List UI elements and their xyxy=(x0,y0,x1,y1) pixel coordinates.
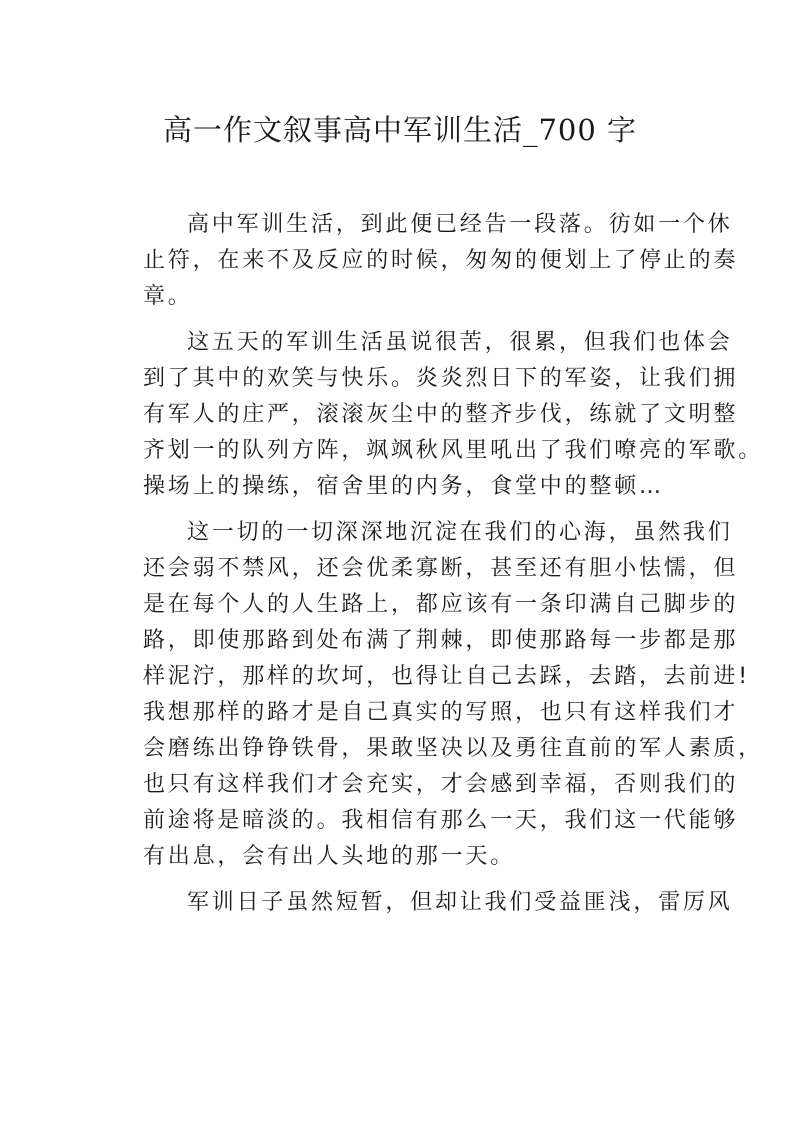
paragraph-line: 这五天的军训生活虽说很苦，很累，但我们也体会 xyxy=(187,330,733,355)
document-body xyxy=(143,207,764,921)
paragraph-line: 前途将是暗淡的。我相信有那么一天，我们这一代能够 xyxy=(143,808,739,833)
paragraph-line: 我想那样的路才是自己真实的写照，也只有这样我们才 xyxy=(143,700,739,725)
paragraph-line: 样泥泞，那样的坎坷，也得让自己去踩，去踏，去前进! xyxy=(143,664,750,689)
paragraph-line: 是在每个人的人生路上，都应该有一条印满自己脚步的 xyxy=(143,592,739,617)
document-title: 高一作文叙事高中军训生活_700 字 xyxy=(162,113,638,147)
paragraph-line: 到了其中的欢笑与快乐。炎炎烈日下的军姿，让我们拥 xyxy=(143,366,739,391)
paragraph-line: 还会弱不禁风，还会优柔寡断，甚至还有胆小怯懦，但 xyxy=(143,556,739,581)
paragraph-line: 高中军训生活，到此便已经告一段落。彷如一个休 xyxy=(187,212,733,237)
paragraph-line: 操场上的操练，宿舍里的内务，食堂中的整顿… xyxy=(143,474,664,499)
paragraph-line: 这一切的一切深深地沉淀在我们的心海，虽然我们 xyxy=(187,520,733,545)
paragraph-line: 路，即使那路到处布满了荆棘，即使那路每一步都是那 xyxy=(143,628,739,653)
paragraph-line: 有军人的庄严，滚滚灰尘中的整齐步伐，练就了文明整 xyxy=(143,402,739,427)
paragraph-line: 止符，在来不及反应的时候，匆匆的便划上了停止的奏 xyxy=(143,248,739,273)
paragraph-line: 军训日子虽然短暂，但却让我们受益匪浅，雷厉风 xyxy=(187,890,733,915)
paragraph-line: 也只有这样我们才会充实，才会感到幸福，否则我们的 xyxy=(143,772,739,797)
paragraph-line: 会磨练出铮铮铁骨，果敢坚决以及勇往直前的军人素质， xyxy=(143,736,764,761)
paragraph-line: 有出息，会有出人头地的那一天。 xyxy=(143,844,516,869)
paragraph-line: 章。 xyxy=(143,284,193,309)
paragraph-line: 齐划一的队列方阵，飒飒秋风里吼出了我们嘹亮的军歌。 xyxy=(143,438,764,463)
